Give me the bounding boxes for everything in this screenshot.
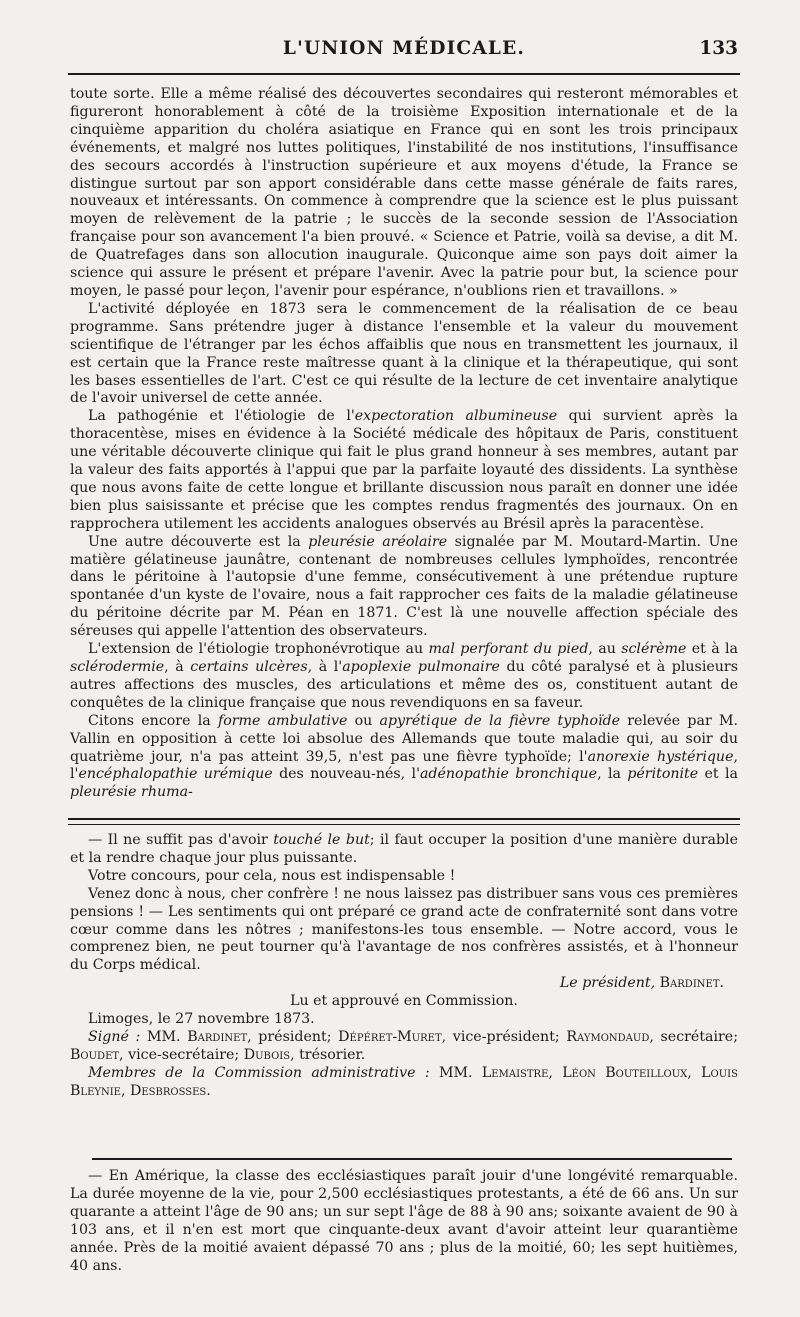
article-paragraph: toute sorte. Elle a même réalisé des découvertes secondaires qui resteront mémorables et figureront honorablement à côté de la troisième Exposition internationale et de la cinquième apparition du choléra asiatique en France qui en sont les trois principaux événements, et malgré nos luttes politiques, l'instabilité de nos institutions, l'insuffisance des secours accordés à l'instruction supérieure et aux moyens d'étude, la France se distingue surtout par son apport considérable dans cette masse générale de faits rares, nouveaux et intéressants. On commence à comprendre que la science est le plus puissant moyen de relèvement de la patrie ; le succès de la seconde session de l'Association française pour son avancement l'a bien prouvé. « Science et Patrie, voilà sa devise, a dit M. de Quatrefages dans son allocution inaugurale. Quiconque aime son pays doit aimer la science qui assure le présent et prépare l'avenir. Avec la patrie pour but, la science pour moyen, le passé pour leçon, l'avenir pour espérance, n'oublions rien et travaillons. » — [70, 86, 738, 299]
section-rule — [68, 824, 740, 825]
note-rule — [92, 1158, 732, 1160]
commission-members: Membres de la Commission administrative : MM. Lemaistre, Léon Bouteilloux, Louis Bleynie, Desbrosses. — [70, 1064, 738, 1099]
note-paragraph: — En Amérique, la classe des ecclésiastiques paraît jouir d'une longévité remarquable. La durée moyenne de la vie, pour 2,500 ecclésiastiques protestants, a été de 66 ans. Un sur quarante a atteint l'âge de 90 ans; un sur sept l'âge de 88 à 90 ans; soixante avaient de 90 à 103 ans, et il n'en est mort que cinquante-deux avant d'avoir atteint leur quarantième année. Près de la moitié avaient dépassé 70 ans ; plus de la moitié, 60; les sept huitièmes, 40 ans. — [70, 1168, 738, 1274]
page-number: 133 — [699, 38, 738, 59]
letter-paragraph: Votre concours, pour cela, nous est indispensable ! — [88, 867, 456, 884]
article-paragraph: L'extension de l'étiologie trophonévrotique au mal perforant du pied, au sclérème et à la sclérodermie, à certains ulcères, à l'apoplexie pulmonaire du côté paralysé et à plusieurs autres affections des muscles, des articulations et même des os, constituent autant de conquêtes de la clinique française que nous revendiquons en sa faveur. — [70, 641, 738, 711]
approval-line: Lu et approuvé en Commission. — [290, 993, 518, 1010]
header-rule — [68, 73, 740, 75]
article-body — [70, 86, 738, 802]
note-section — [70, 1168, 738, 1275]
president-signature: Le président, Bardinet. — [559, 975, 724, 992]
letter-section — [70, 832, 738, 1101]
article-paragraph: Citons encore la forme ambulative ou apyrétique de la fièvre typhoïde relevée par M. Vallin en opposition à cette loi absolue des Allemands que toute maladie qui, au soir du quatrième jour, n'a pas atteint 39,5, n'est pas une fièvre typhoïde; l'anorexie hystérique, l'encéphalopathie urémique des nouveau-nés, l'adénopathie bronchique, la péritonite et la pleurésie rhuma- — [70, 712, 739, 801]
page-header — [70, 38, 738, 68]
article-paragraph: L'activité déployée en 1873 sera le commencement de la réalisation de ce beau programme. Sans prétendre juger à distance l'ensemble et la valeur du mouvement scientifique de l'étranger par les échos affaiblis que nous en transmettent les journaux, il est certain que la France reste maîtresse quant à la clinique et la thérapeutique, qui sont les bases essentielles de l'art. C'est ce qui résulte de la lecture de cet inventaire analytique de l'avoir universel de cette année. — [70, 300, 738, 407]
signatories: Signé : MM. Bardinet, président; Dépéret-Muret, vice-président; Raymondaud, secrétaire; Boudet, vice-secrétaire; Dubois, trésorier. — [70, 1028, 738, 1063]
running-title: L'UNION MÉDICALE. — [282, 38, 526, 59]
article-paragraph: La pathogénie et l'étiologie de l'expectoration albumineuse qui survient après la thoracentèse, mises en évidence à la Société médicale des hôpitaux de Paris, constituent une véritable découverte clinique qui fait le plus grand honneur à ses membres, autant par la valeur des faits apportés à l'appui que par la parfaite loyauté des dissidents. La synthèse que nous avons faite de cette longue et brillante discussion nous paraît en donner une idée bien plus saisissante et précise que les comptes rendus fragmentés des journaux. On en rapprochera utilement les accidents analogues observés au Brésil après la paracentèse. — [70, 408, 739, 532]
letter-paragraph: — Il ne suffit pas d'avoir touché le but; il faut occuper la position d'une manière durable et la rendre chaque jour plus puissante. — [70, 832, 738, 866]
letter-paragraph: Venez donc à nous, cher confrère ! ne nous laissez pas distribuer sans vous ces premières pensions ! — Les sentiments qui ont préparé ce grand acte de confraternité sont dans votre cœur comme dans les nôtres ; manifestons-les tous ensemble. — Notre accord, vous le comprenez bien, ne peut tourner qu'à l'avantage de nos confrères assistés, et à l'honneur du Corps médical. — [70, 885, 738, 974]
place-date: Limoges, le 27 novembre 1873. — [88, 1011, 315, 1028]
section-rule — [68, 818, 740, 820]
article-paragraph: Une autre découverte est la pleurésie aréolaire signalée par M. Moutard-Martin. Une matière gélatineuse jaunâtre, contenant de nombreuses cellules lymphoïdes, rencontrée dans le péritoine à l'autopsie d'une femme, consécutivement à une prétendue rupture spontanée d'un kyste de l'ovaire, nous a fait rapprocher ces faits de la maladie gélatineuse du péritoine décrite par M. Péan en 1871. C'est là une nouvelle affection spéciale des séreuses qui appelle l'attention des observateurs. — [70, 533, 738, 640]
